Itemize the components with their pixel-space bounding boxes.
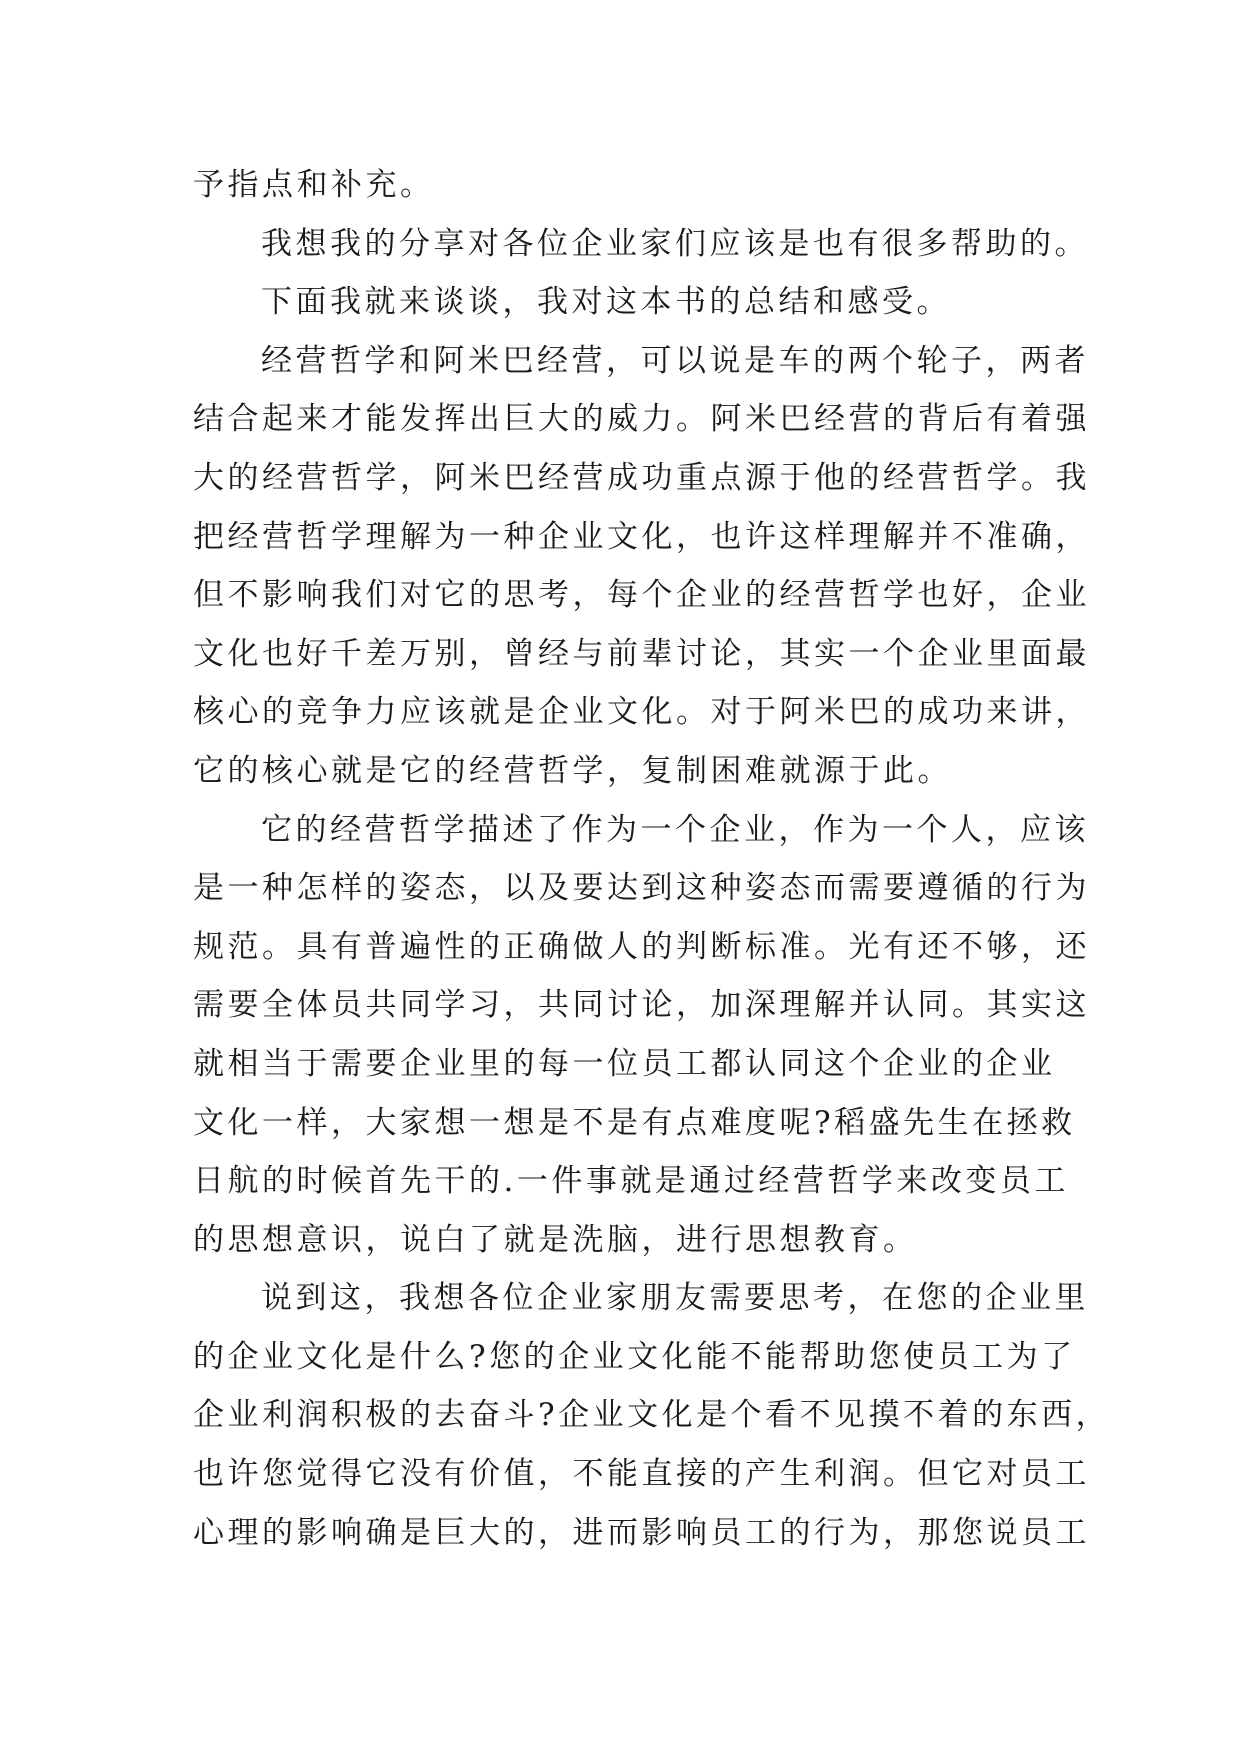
- text-line: 也许您觉得它没有价值，不能直接的产生利润。但它对员工: [193, 1456, 1090, 1493]
- text-line: 日航的时候首先干的.一件事就是通过经营哲学来改变员工: [193, 1163, 1069, 1200]
- text-line: 的企业文化是什么?您的企业文化能不能帮助您使员工为了: [193, 1338, 1076, 1375]
- text-line: 经营哲学和阿米巴经营，可以说是车的两个轮子，两者: [261, 342, 1089, 379]
- text-line: 文化也好千差万别，曾经与前辈讨论，其实一个企业里面最: [193, 635, 1090, 672]
- text-line: 规范。具有普遍性的正确做人的判断标准。光有还不够，还: [193, 928, 1090, 965]
- text-line: 大的经营哲学，阿米巴经营成功重点源于他的经营哲学。我: [193, 459, 1090, 496]
- text-line: 是一种怎样的姿态，以及要达到这种姿态而需要遵循的行为: [193, 870, 1090, 907]
- text-line: 我想我的分享对各位企业家们应该是也有很多帮助的。: [261, 225, 1089, 262]
- body-text: [193, 156, 1111, 1562]
- text-line: 它的核心就是它的经营哲学，复制困难就源于此。: [193, 752, 952, 789]
- text-line: 的思想意识，说白了就是洗脑，进行思想教育。: [193, 1221, 918, 1258]
- text-line: 心理的影响确是巨大的，进而影响员工的行为，那您说员工: [193, 1514, 1090, 1551]
- text-line: 需要全体员共同学习，共同讨论，加深理解并认同。其实这: [193, 987, 1090, 1024]
- text-line: 就相当于需要企业里的每一位员工都认同这个企业的企业: [193, 1045, 1056, 1082]
- text-line: 核心的竞争力应该就是企业文化。对于阿米巴的成功来讲，: [193, 694, 1090, 731]
- text-line: 说到这，我想各位企业家朋友需要思考，在您的企业里: [261, 1280, 1089, 1317]
- text-line: 企业利润积极的去奋斗?企业文化是个看不见摸不着的东西，: [193, 1397, 1111, 1434]
- text-line: 结合起来才能发挥出巨大的威力。阿米巴经营的背后有着强: [193, 401, 1090, 438]
- text-line: 予指点和补充。: [193, 167, 435, 203]
- text-line: 它的经营哲学描述了作为一个企业，作为一个人，应该: [261, 811, 1089, 848]
- text-line: 下面我就来谈谈，我对这本书的总结和感受。: [261, 284, 951, 321]
- text-line: 文化一样，大家想一想是不是有点难度呢?稻盛先生在拯救: [193, 1104, 1076, 1141]
- text-line: 把经营哲学理解为一种企业文化，也许这样理解并不准确，: [193, 518, 1090, 555]
- text-line: 但不影响我们对它的思考，每个企业的经营哲学也好，企业: [193, 577, 1090, 614]
